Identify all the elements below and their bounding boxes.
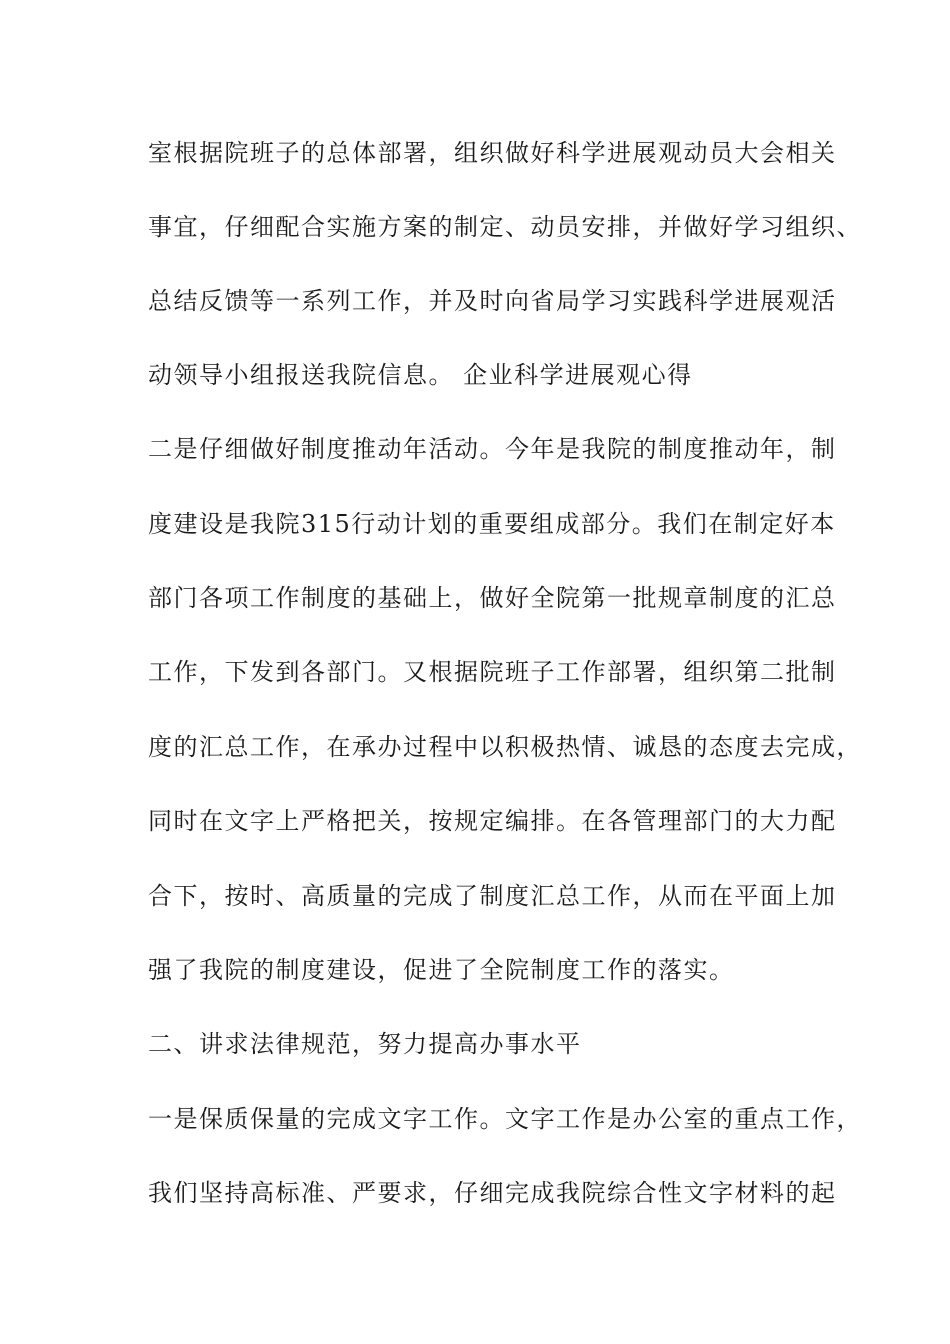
text-line: 总结反馈等一系列工作，并及时向省局学习实践科学进展观活 <box>148 287 837 315</box>
text-line: 二是仔细做好制度推动年活动。今年是我院的制度推动年，制 <box>148 435 837 463</box>
text-line: 室根据院班子的总体部署，组织做好科学进展观动员大会相关 <box>148 139 837 167</box>
text-line: 我们坚持高标准、严要求，仔细完成我院综合性文字材料的起 <box>148 1179 837 1207</box>
text-line: 度建设是我院315行动计划的重要组成部分。我们在制定好本 <box>148 510 836 538</box>
text-line: 度的汇总工作，在承办过程中以积极热情、诚恳的态度去完成， <box>148 733 862 761</box>
text-line: 工作，下发到各部门。又根据院班子工作部署，组织第二批制 <box>148 658 837 686</box>
text-line: 同时在文字上严格把关，按规定编排。在各管理部门的大力配 <box>148 807 837 835</box>
text-line: 部门各项工作制度的基础上，做好全院第一批规章制度的汇总 <box>148 584 837 612</box>
text-line: 动领导小组报送我院信息。 企业科学进展观心得 <box>148 361 693 389</box>
text-line: 事宜，仔细配合实施方案的制定、动员安排，并做好学习组织、 <box>148 213 862 241</box>
text-line: 强了我院的制度建设，促进了全院制度工作的落实。 <box>148 956 735 984</box>
text-line: 一是保质保量的完成文字工作。文字工作是办公室的重点工作， <box>148 1105 862 1133</box>
section-heading: 二、讲求法律规范，努力提高办事水平 <box>148 1030 582 1058</box>
text-line: 合下，按时、高质量的完成了制度汇总工作，从而在平面上加 <box>148 882 837 910</box>
